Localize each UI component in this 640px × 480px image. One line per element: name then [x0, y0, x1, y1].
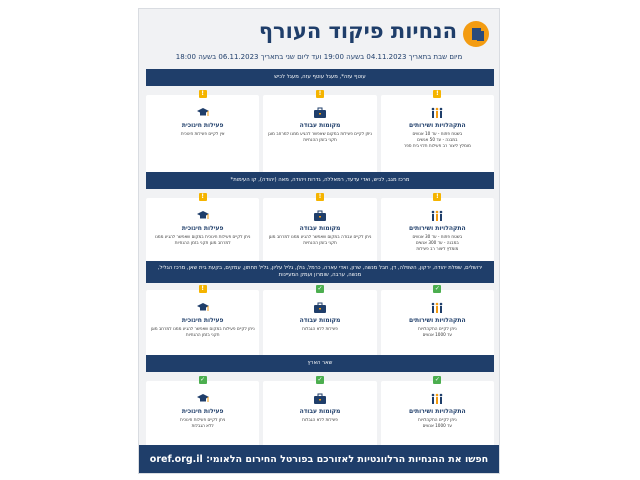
card-body: אין לקיים פעילות חינוכית: [180, 131, 225, 136]
people-icon: [430, 393, 444, 405]
guideline-card-education: [146, 90, 259, 175]
graduation-cap-icon: [196, 302, 210, 314]
header: [139, 9, 499, 75]
check-icon: ✓: [434, 285, 440, 292]
graduation-cap-icon: [196, 107, 210, 119]
check-icon: ✓: [200, 376, 206, 383]
home-front-command-logo-icon: [463, 21, 489, 47]
card-title: התקהלויות ושירותים: [409, 122, 466, 129]
people-icon: [430, 107, 444, 119]
card-title: מקומות עבודה: [299, 317, 341, 324]
area-banner: ירושלים, שפלת יהודה, ירקון, השפלה, דן, חבל מנשה, שרון, ואדי עארה, כרמל, גולן, גליל עליון, גליל תחתון, עמקים, בקעת בית שאן, מרכז הגליל, מנשה, ערבה, שומרון ועמק המעיינות: [146, 261, 494, 283]
briefcase-icon: [313, 107, 327, 119]
card-title: מקומות עבודה: [299, 122, 341, 129]
card-title: מקומות עבודה: [299, 225, 341, 232]
card-body: ניתן לקיים התקהלויות עד 1000 אנשים: [417, 417, 457, 429]
area-banner: מרכז מגב, לכיש, ואדי עדעד, רמאללה, גדרות ויהודה, מאה (יהודה), קו העימות*: [146, 172, 494, 189]
warning-icon: !: [199, 285, 207, 293]
card-body: ניתן לקיים עבודה במקום שאפשר להגיע ממנו למרחב מוגן תקני בזמן ההנחיות: [268, 234, 372, 246]
card-body: ניתן לקיים פעילות במקום שאפשר להגיע ממנו למרחב מוגן תקני בזמן ההנחיות: [150, 326, 255, 338]
card-body: ניתן לקיים פעילות חינוכית במקום שאפשר להגיע ממנו למרחב מוגן תקני בזמן ההנחיות: [154, 234, 251, 246]
card-title: פעילות חינוכית: [181, 122, 224, 129]
card-title: התקהלויות ושירותים: [409, 317, 466, 324]
check-icon: ✓: [434, 376, 440, 383]
card-body: פעילות ללא הגבלות: [302, 326, 338, 331]
card-title: פעילות חינוכית: [181, 317, 224, 324]
card-title: מקומות עבודה: [299, 408, 341, 415]
card-title: התקהלויות ושירותים: [409, 408, 466, 415]
check-icon: ✓: [317, 285, 323, 292]
card-body: ניתן לקיים פעילות במקום שאפשר להגיע ממנו למרחב מוגן תקני בזמן ההנחיות: [268, 131, 372, 143]
warning-icon: !: [433, 193, 441, 201]
area-banner: שאר הארץ: [146, 355, 494, 372]
people-icon: [430, 210, 444, 222]
page-title: הנחיות פיקוד העורף: [258, 19, 457, 43]
footer-banner[interactable]: חפשו את ההנחיות הרלוונטיות לאזורכם בפורטל החירום הלאומי: oref.org.il: [139, 445, 499, 473]
card-body: בשטח פתוח - עד 30 אנשים במבנה - עד 300 אנשים מומלץ ליצור רב פעילות: [412, 234, 463, 252]
briefcase-icon: [313, 210, 327, 222]
guideline-card-work: [263, 90, 376, 175]
warning-icon: !: [316, 90, 324, 98]
card-body: פעילות ללא הגבלות: [302, 417, 338, 422]
area-banner: עוטף עזה*, מעגל עוטף עזה, מעגל לכיש: [146, 69, 494, 86]
briefcase-icon: [313, 393, 327, 405]
card-title: התקהלויות ושירותים: [409, 225, 466, 232]
guidelines-poster: [138, 8, 500, 474]
warning-icon: !: [199, 193, 207, 201]
card-title: פעילות חינוכית: [181, 225, 224, 232]
card-title: פעילות חינוכית: [181, 408, 224, 415]
people-icon: [430, 302, 444, 314]
graduation-cap-icon: [196, 393, 210, 405]
check-icon: ✓: [317, 376, 323, 383]
warning-icon: !: [316, 193, 324, 201]
guideline-row: [146, 90, 494, 175]
graduation-cap-icon: [196, 210, 210, 222]
warning-icon: !: [433, 90, 441, 98]
validity-period: מיום שבת בתאריך 04.11.2023 בשעה 19:00 ועד ליום שני בתאריך 06.11.2023 בשעה 18:00: [175, 53, 463, 61]
card-body: ניתן לקיים פעילות חינוכית ללא הגבלות: [180, 417, 226, 429]
briefcase-icon: [313, 302, 327, 314]
warning-icon: !: [199, 90, 207, 98]
card-body: בשטח פתוח - עד 10 אנשים במבנה - עד 50 אנשים מומלץ ליצור רב פעילות תלוי בית ספר: [403, 131, 471, 149]
card-body: ניתן לקיים התקהלויות עד 1000 אנשים: [417, 326, 457, 338]
guideline-card-gatherings: [381, 90, 494, 175]
